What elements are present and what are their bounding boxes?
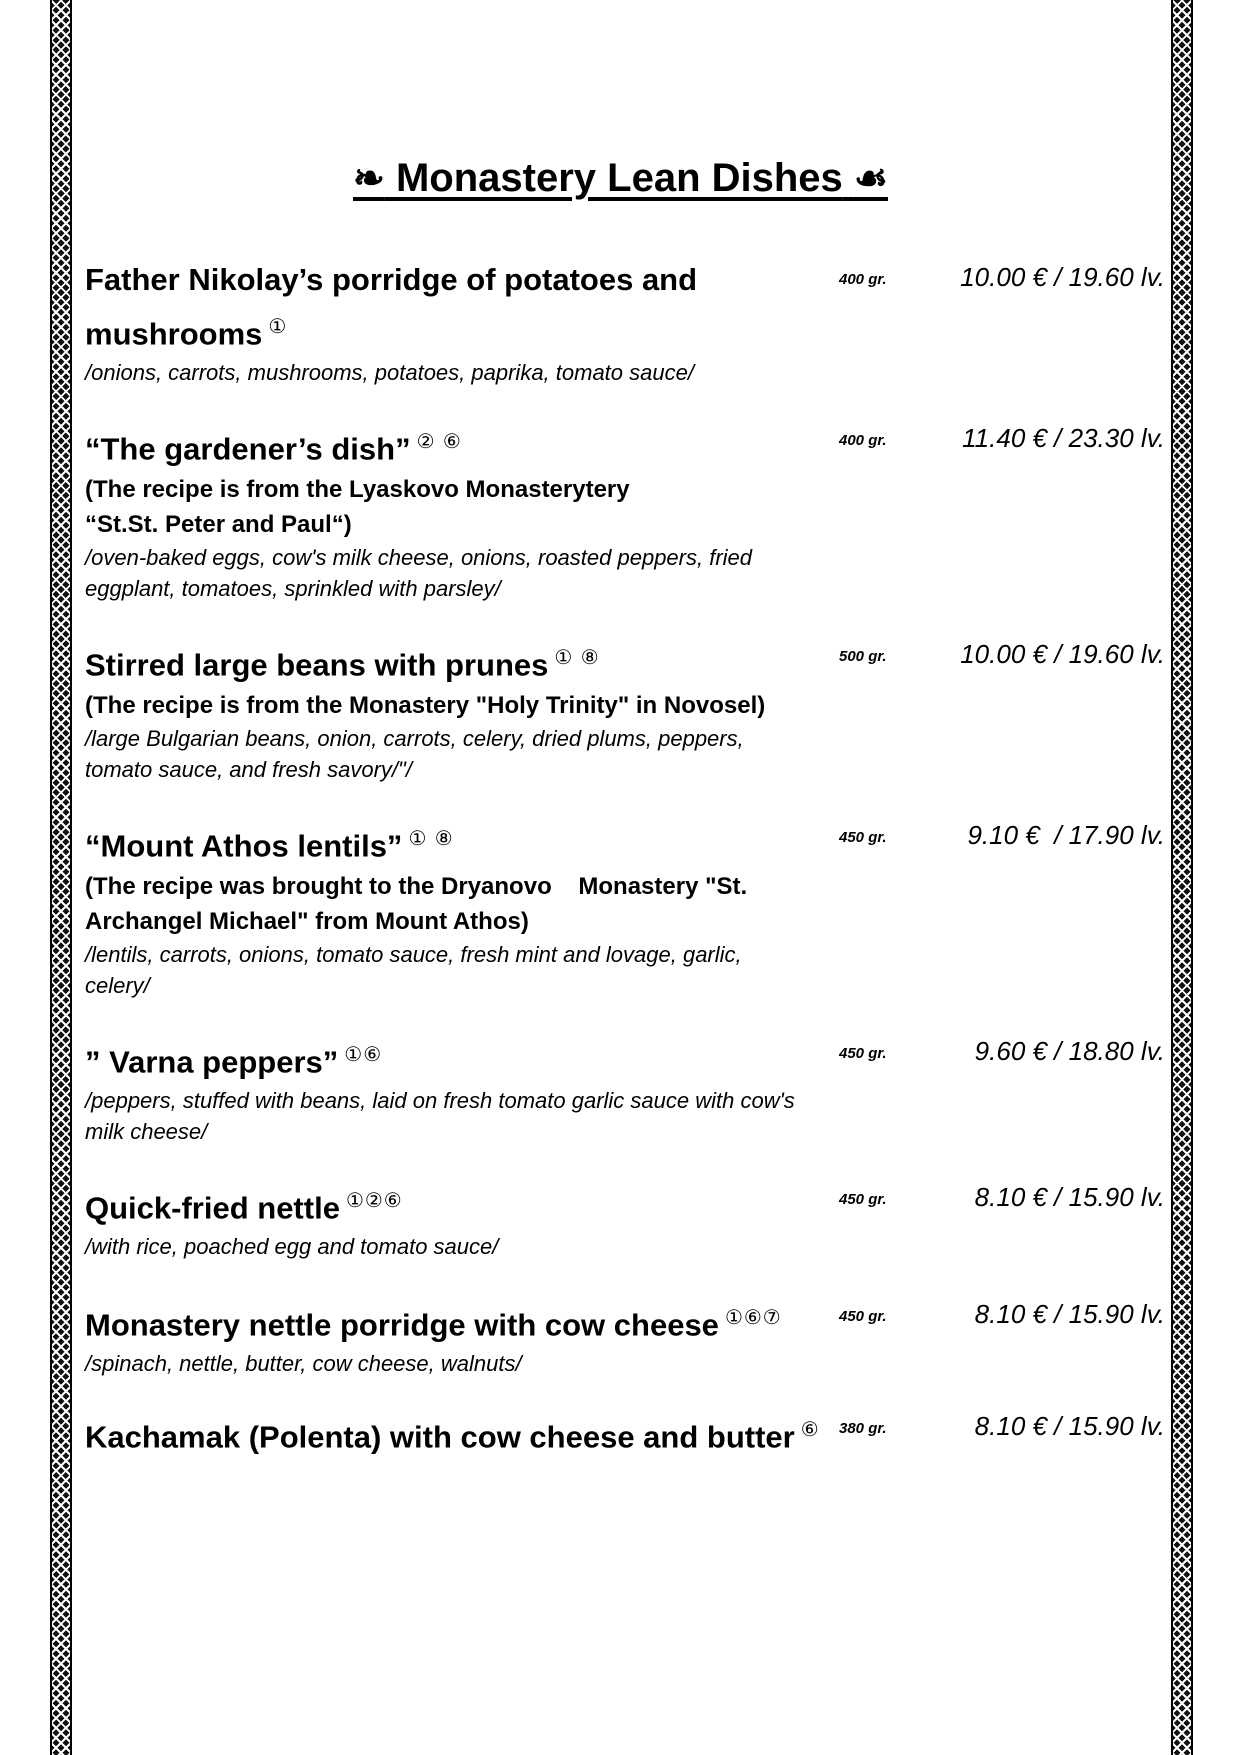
menu-item (85, 1031, 1165, 1147)
dish-recipe-note: (The recipe is from the Lyaskovo Monasterytery “St.St. Peter and Paul“) (85, 476, 630, 539)
dish-name: Monastery nettle porridge with cow cheese ①⑥⑦ (85, 1305, 782, 1343)
dish-recipe-note: (The recipe is from the Monastery "Holy Trinity" in Novosel) (85, 692, 766, 720)
allergen-markers: ①⑥⑦ (724, 1305, 782, 1329)
dish-name: “The gardener’s dish” ② ⑥ (85, 429, 462, 467)
menu-item (85, 1406, 1165, 1460)
dish-name: Father Nikolay’s porridge of potatoes and mushrooms ① (85, 262, 698, 352)
page-title (0, 155, 1241, 201)
dish-name: Quick-fried nettle ①②⑥ (85, 1188, 403, 1226)
dish-weight: 400 gr. (839, 432, 887, 449)
allergen-markers: ①②⑥ (345, 1188, 403, 1212)
dish-price: 10.00 € / 19.60 lv. (960, 639, 1165, 669)
left-ornament-icon: ❧ (353, 155, 385, 200)
dish-weight: 380 gr. (839, 1420, 887, 1437)
allergen-markers: ① (268, 314, 288, 338)
dish-price: 9.10 € / 17.90 lv. (967, 820, 1165, 850)
menu-item (85, 634, 1165, 785)
dish-weight: 450 gr. (839, 1045, 887, 1062)
dish-weight: 450 gr. (839, 1191, 887, 1208)
dish-recipe-note: (The recipe was brought to the Dryanovo Monastery "St. Archangel Michael" from Mount Athos) (85, 873, 753, 936)
dish-name: ” Varna peppers” ①⑥ (85, 1042, 383, 1080)
decorative-border-left (50, 0, 72, 1755)
dish-description: /spinach, nettle, butter, cow cheese, walnuts/ (85, 1351, 522, 1377)
allergen-markers: ⑥ (800, 1417, 820, 1441)
dish-description: /with rice, poached egg and tomato sauce/ (85, 1234, 499, 1260)
dish-description: /onions, carrots, mushrooms, potatoes, paprika, tomato sauce/ (85, 360, 694, 386)
dish-name: “Mount Athos lentils” ① ⑧ (85, 826, 454, 864)
allergen-markers: ① ⑧ (408, 826, 454, 850)
dish-description: /oven-baked eggs, cow's milk cheese, onions, roasted peppers, fried eggplant, tomatoes, sprinkled with parsley/ (85, 545, 753, 602)
right-ornament-icon: ☙ (853, 155, 888, 200)
dish-description: /peppers, stuffed with beans, laid on fresh tomato garlic sauce with cow's milk cheese/ (85, 1088, 795, 1145)
dish-weight: 400 gr. (839, 271, 887, 288)
dish-weight: 450 gr. (839, 1308, 887, 1325)
dish-weight: 500 gr. (839, 648, 887, 665)
dish-price: 8.10 € / 15.90 lv. (974, 1182, 1165, 1212)
menu-item (85, 418, 1165, 604)
dish-description: /large Bulgarian beans, onion, carrots, celery, dried plums, peppers, tomato sauce, and fresh savory/"/ (85, 726, 744, 783)
dish-description: /lentils, carrots, onions, tomato sauce, fresh mint and lovage, garlic, celery/ (85, 942, 742, 999)
dish-price: 8.10 € / 15.90 lv. (974, 1411, 1165, 1441)
page-title-text: Monastery Lean Dishes (395, 156, 843, 200)
allergen-markers: ①⑥ (344, 1042, 383, 1066)
menu-item (85, 1177, 1165, 1262)
dish-price: 9.60 € / 18.80 lv. (974, 1036, 1165, 1066)
dish-name: Kachamak (Polenta) with cow cheese and butter ⑥ (85, 1417, 820, 1455)
decorative-border-right (1171, 0, 1193, 1755)
dish-price: 11.40 € / 23.30 lv. (962, 423, 1165, 453)
menu-item (85, 815, 1165, 1001)
dish-price: 10.00 € / 19.60 lv. (960, 262, 1165, 292)
dish-name: Stirred large beans with prunes ① ⑧ (85, 645, 600, 683)
menu-item (85, 257, 1165, 388)
allergen-markers: ① ⑧ (554, 645, 600, 669)
menu-item (85, 1294, 1165, 1379)
dish-price: 8.10 € / 15.90 lv. (974, 1299, 1165, 1329)
allergen-markers: ② ⑥ (416, 429, 462, 453)
dish-weight: 450 gr. (839, 829, 887, 846)
